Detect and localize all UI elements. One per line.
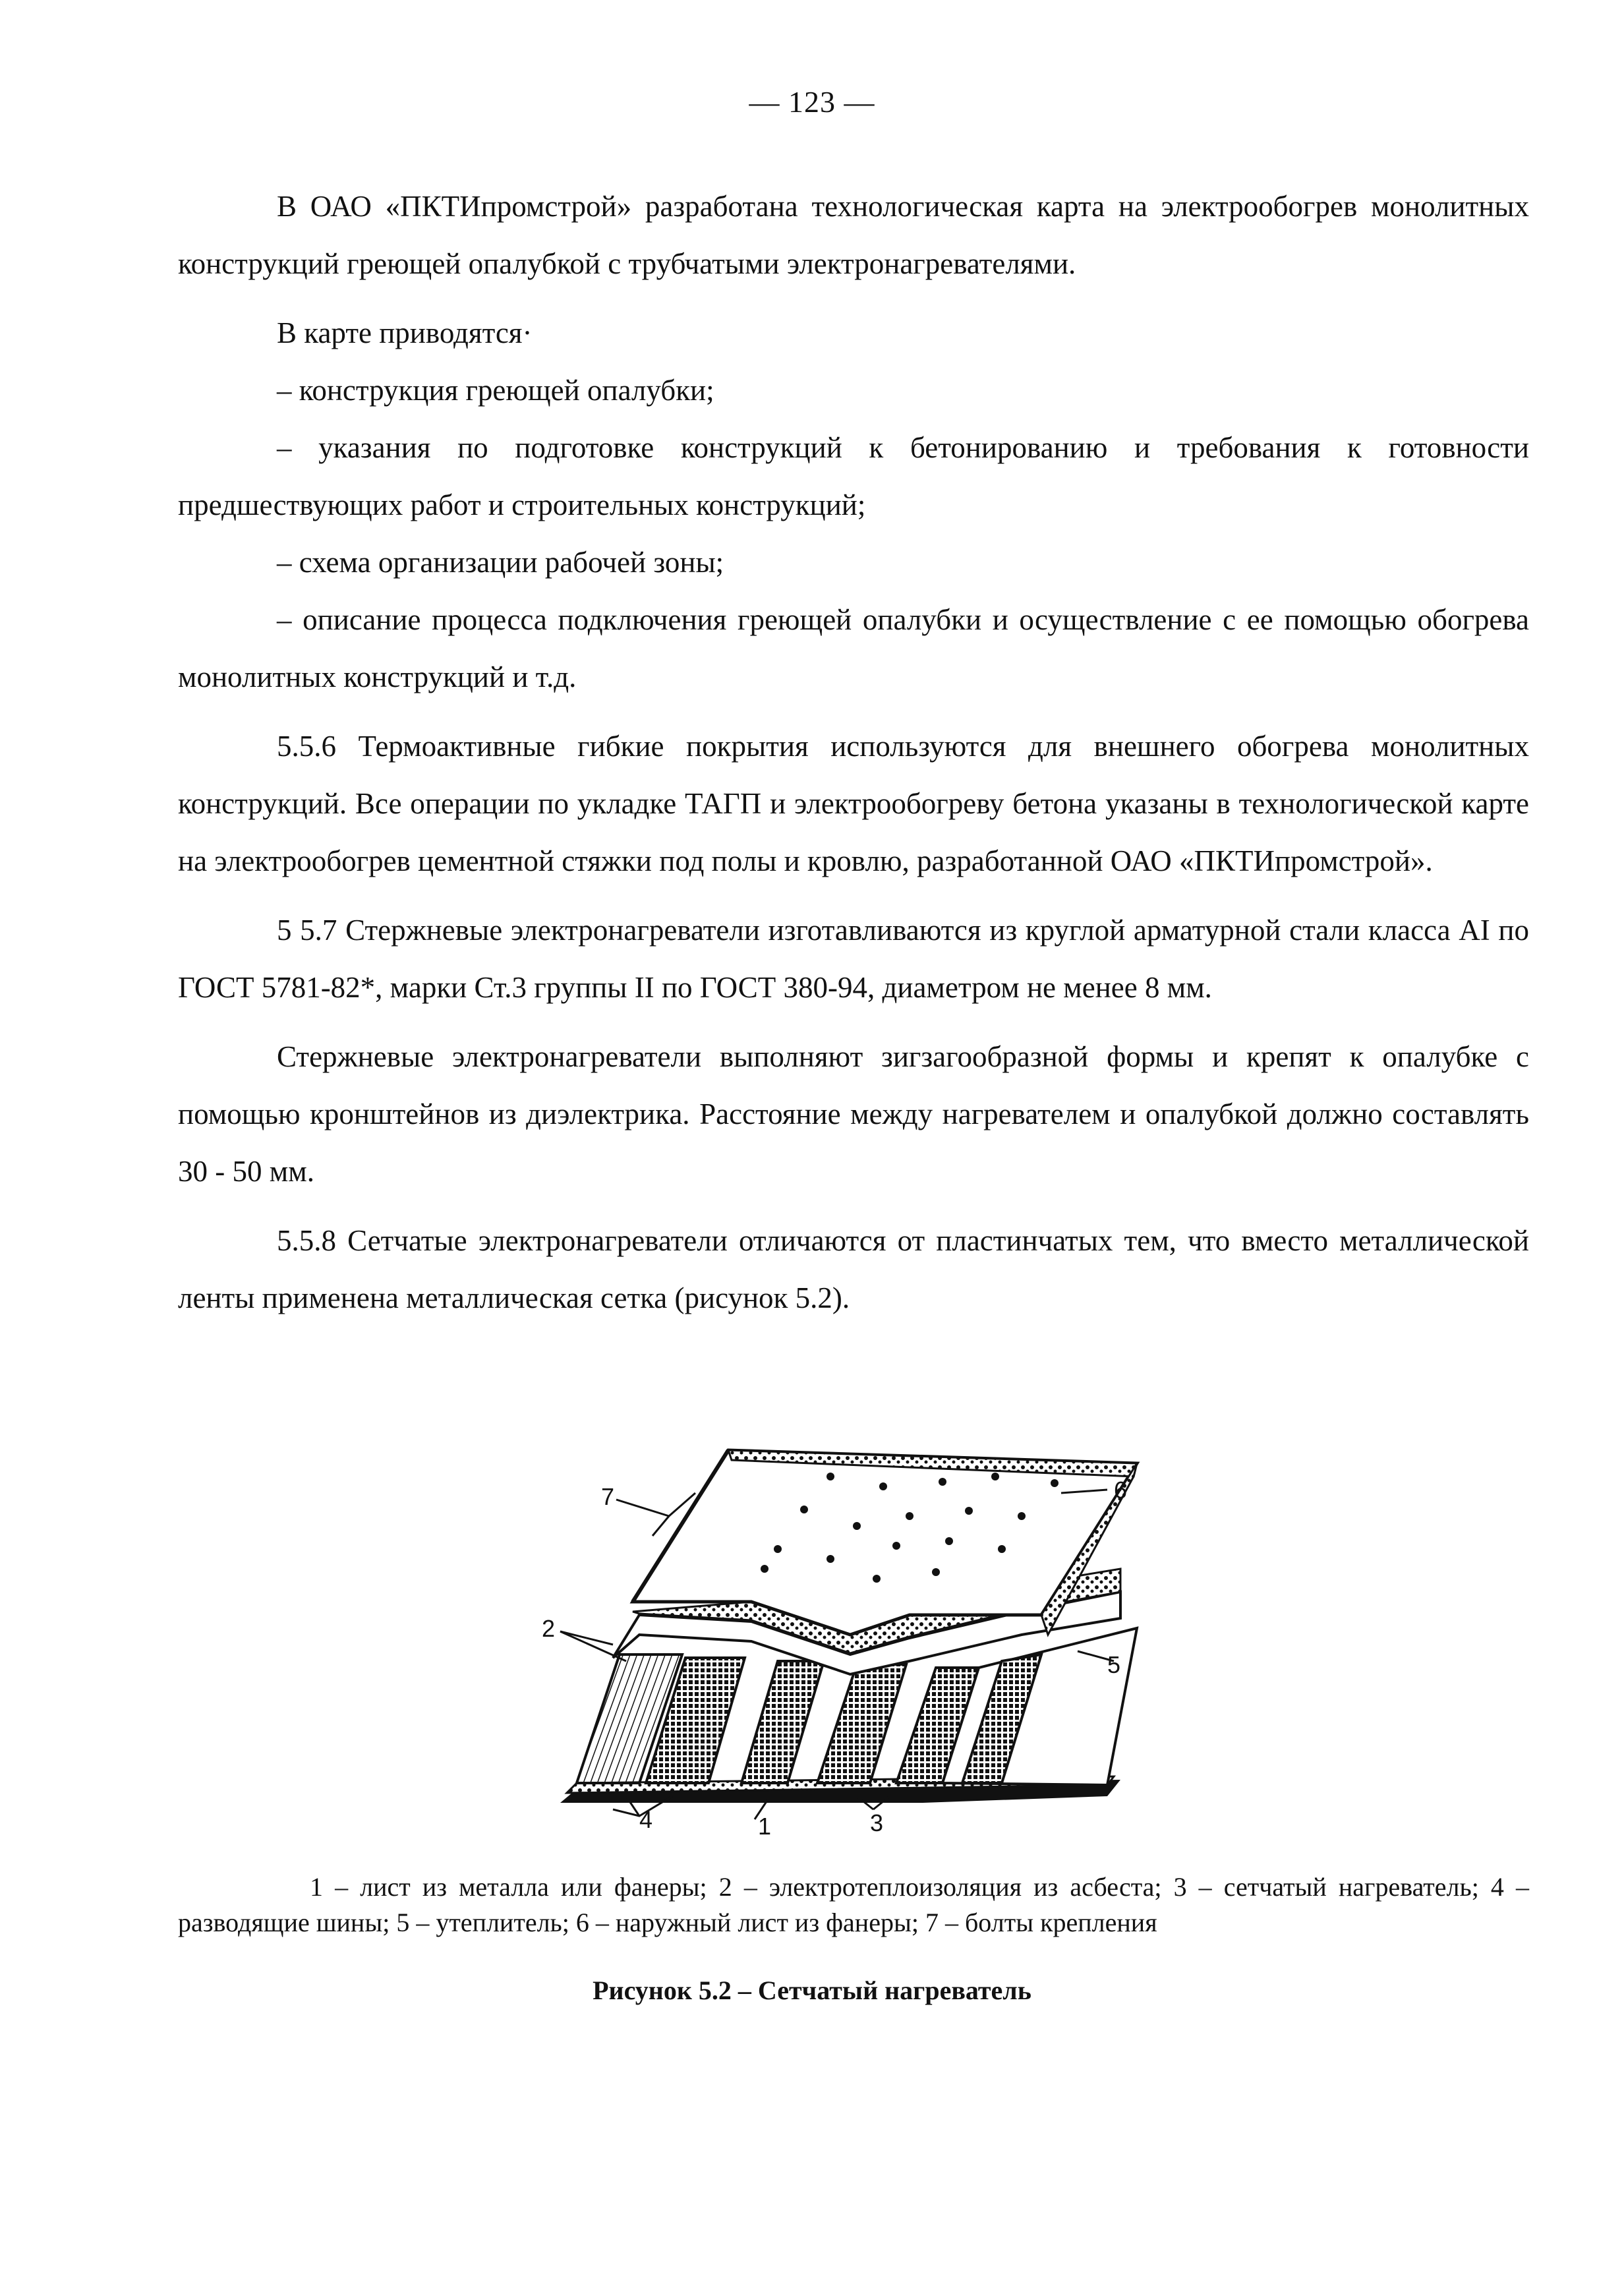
- figure-mesh-heater: [540, 1437, 1167, 1839]
- figure-legend: 1 – лист из металла или фанеры; 2 – электротеплоизоляция из асбеста; 3 – сетчатый нагреватель; 4 – разводящие шины; 5 – утеплитель; 6 – наружный лист из фанеры; 7 – болты крепления: [178, 1872, 1529, 1937]
- paragraph-5-5-6: 5.5.6 Термоактивные гибкие покрытия используются для внешнего обогрева монолитных конструкций. Все операции по укладке ТАГП и электрообогреву бетона указаны в технологической карте на электрообогрев цементной стяжки под полы и кровлю, разработанной ОАО «ПКТИпромстрой».: [178, 730, 1529, 877]
- page-number: — 123 —: [749, 85, 875, 119]
- figure-caption: Рисунок 5.2 – Сетчатый нагреватель: [593, 1976, 1031, 2005]
- paragraph-5-5-7: 5 5.7 Стержневые электронагреватели изготавливаются из круглой арматурной стали класса AI по ГОСТ 5781-82*, марки Ст.3 группы II по ГОСТ 380-94, диаметром не менее 8 мм.: [178, 914, 1529, 1004]
- list-item: – конструкция греющей опалубки;: [277, 374, 714, 407]
- list-item: – указания по подготовке конструкций к бетонированию и требования к готовности предшествующих работ и строительных конструкций;: [178, 431, 1529, 521]
- paragraph-rod-heaters: Стержневые электронагреватели выполняют зигзагообразной формы и крепят к опалубке с помощью кронштейнов из диэлектрика. Расстояние между нагревателем и опалубкой должно составлять 30 - 50 мм.: [178, 1040, 1529, 1188]
- paragraph-5-5-8: 5.5.8 Сетчатые электронагреватели отличаются от пластинчатых тем, что вместо металлической ленты применена металлическая сетка (рисунок 5.2).: [178, 1224, 1529, 1314]
- list-item: – схема организации рабочей зоны;: [277, 546, 724, 579]
- body-text: [178, 178, 1529, 1327]
- mesh-heater-strips: [646, 1658, 979, 1783]
- figure-label-1: 1: [758, 1813, 772, 1840]
- figure-label-2: 2: [542, 1615, 556, 1642]
- mesh-heater-drawing: [540, 1437, 1167, 1839]
- paragraph-card-contents: В карте приводятся·: [277, 316, 533, 349]
- figure-label-7: 7: [601, 1483, 615, 1510]
- figure-label-5: 5: [1107, 1651, 1121, 1678]
- figure-label-4: 4: [639, 1806, 653, 1833]
- list-item: – описание процесса подключения греющей опалубки и осуществление с ее помощью обогрева монолитных конструкций и т.д.: [178, 603, 1529, 693]
- figure-label-6: 6: [1114, 1477, 1128, 1504]
- figure-label-3: 3: [870, 1809, 884, 1836]
- paragraph-intro: В ОАО «ПКТИпромстрой» разработана технологическая карта на электрообогрев монолитных конструкций греющей опалубкой с трубчатыми электронагревателями.: [178, 190, 1529, 280]
